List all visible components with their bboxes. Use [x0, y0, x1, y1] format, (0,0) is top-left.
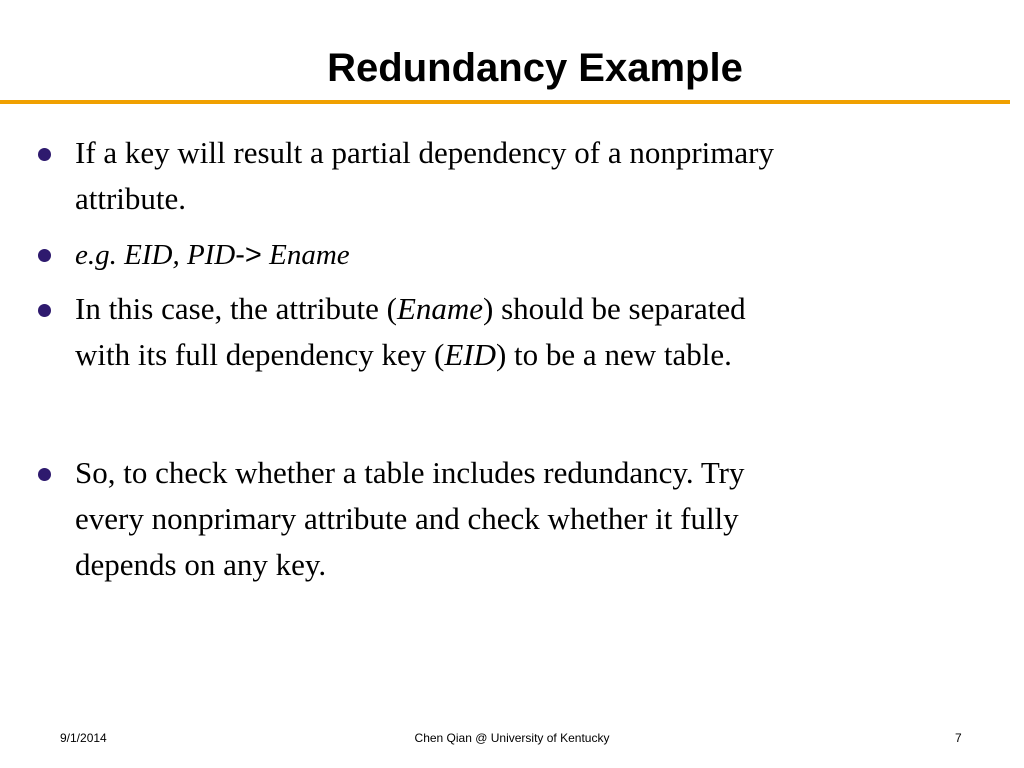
bullet-dot-icon: [38, 148, 51, 161]
dependency-arrow: ->: [235, 239, 262, 271]
footer-date: 9/1/2014: [60, 731, 107, 745]
bullet-text: [75, 130, 975, 222]
bullet-item-2: [30, 232, 980, 278]
dependency-rhs: Ename: [269, 239, 350, 271]
dependency-lhs: EID, PID: [124, 239, 236, 271]
bullet-item-4: [30, 450, 980, 588]
eg-text: e.g.: [75, 239, 117, 271]
bullet-text: [75, 450, 975, 588]
attribute-eid: EID: [444, 337, 496, 372]
footer-author: Chen Qian @ University of Kentucky: [414, 731, 610, 745]
text-run: ) should be separated: [483, 291, 746, 326]
footer-page-number: 7: [955, 731, 962, 745]
bullet-line: attribute.: [75, 181, 187, 216]
slide-title: Redundancy Example: [327, 46, 743, 90]
text-run: with its full dependency key (: [75, 337, 445, 372]
bullet-line: [75, 332, 975, 378]
bullet-item-1: [30, 130, 980, 222]
bullet-item-3: [30, 286, 980, 378]
bullet-dot-icon: [38, 468, 51, 481]
bullet-dot-icon: [38, 304, 51, 317]
bullet-line: depends on any key.: [75, 547, 327, 582]
bullet-line: If a key will result a partial dependency of a nonprimary: [75, 135, 774, 170]
text-run: In this case, the attribute (: [75, 291, 397, 326]
bullet-line: every nonprimary attribute and check whether it fully: [75, 501, 739, 536]
bullet-text: [75, 286, 975, 378]
bullet-text: [75, 232, 975, 278]
bullet-line: So, to check whether a table includes redundancy. Try: [75, 455, 745, 490]
attribute-ename: Ename: [396, 291, 484, 326]
bullet-dot-icon: [38, 249, 51, 262]
text-run: ) to be a new table.: [495, 337, 732, 372]
bullet-line: [75, 286, 975, 332]
